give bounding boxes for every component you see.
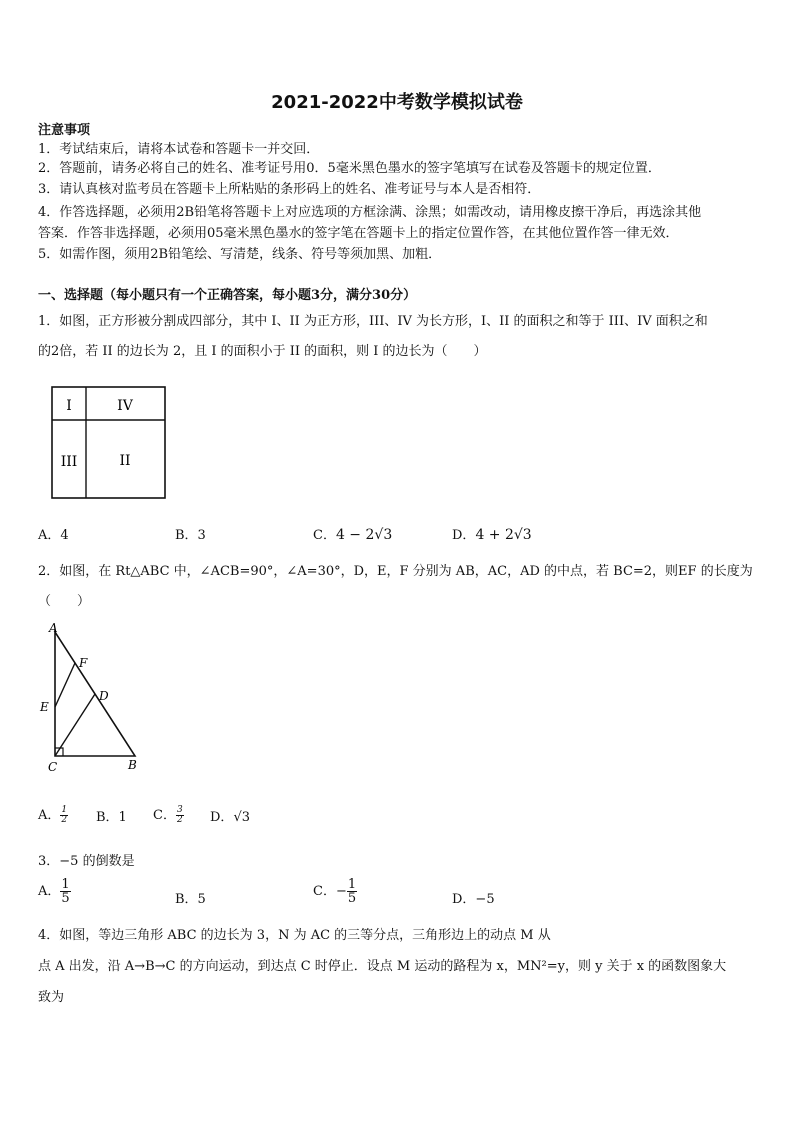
section-heading: 一、选择题（每小题只有一个正确答案，每小题3分，满分30分） <box>38 288 417 303</box>
label-c: C <box>48 760 58 774</box>
notice-item: 3．请认真核对监考员在答题卡上所粘贴的条形码上的姓名、准考证号与本人是否相符． <box>38 182 541 197</box>
notice-item: 4．作答选择题，必须用2B铅笔将答题卡上对应选项的方框涂满、涂黑；如需改动，请用橡皮擦干净后，再选涂其他 <box>38 205 702 220</box>
label-d: D <box>99 689 109 703</box>
q1-option-b: B．3 <box>175 528 206 543</box>
question-4-text: 4．如图，等边三角形 ABC 的边长为 3，N 为 AC 的三等分点，三角形边上的动点 M 从 <box>38 928 551 943</box>
numerator: 1 <box>347 877 357 892</box>
label-b: B <box>128 758 137 772</box>
option-label: D． <box>210 810 234 825</box>
q1-option-a: A．4 <box>38 528 69 543</box>
option-value: 4 − 2√3 <box>335 527 393 543</box>
question-4-text: 致为 <box>38 990 65 1005</box>
option-value: √3 <box>233 810 250 825</box>
notice-item: 2．答题前，请务必将自己的姓名、准考证号用0．5毫米黑色墨水的签字笔填写在试卷及答题卡的规定位置． <box>38 161 661 176</box>
label-e: E <box>40 700 49 714</box>
q2-option-a <box>38 804 68 825</box>
option-label: A． <box>38 884 61 899</box>
option-label: D． <box>452 528 476 543</box>
q1-option-c <box>313 524 392 543</box>
question-2-text: 2．如图，在 Rt△ABC 中，∠ACB=90°，∠A=30°，D，E，F 分别为 AB，AC，AD 的中点，若 BC=2，则EF 的长度为 <box>38 564 753 579</box>
q3-option-c <box>313 878 357 905</box>
numerator: 1 <box>61 877 70 892</box>
option-label: C． <box>313 528 336 543</box>
numerator: 3 <box>176 805 183 815</box>
notice-item: 1．考试结束后，请将本试卷和答题卡一并交回． <box>38 142 320 157</box>
q2-option-d <box>210 806 250 825</box>
notice-heading: 注意事项 <box>38 123 91 138</box>
question-4-text: 点 A 出发，沿 A→B→C 的方向运动，到达点 C 时停止．设点 M 运动的路程为 x，MN²=y，则 y 关于 x 的函数图象大 <box>38 959 727 974</box>
q3-option-b: B．5 <box>175 892 206 907</box>
cell-label-i: I <box>66 398 72 414</box>
numerator: 1 <box>61 805 68 815</box>
label-f: F <box>79 656 88 670</box>
q2-option-b: B．1 <box>96 810 127 825</box>
option-label: A． <box>38 808 61 823</box>
question-3-text: 3．−5 的倒数是 <box>38 854 135 869</box>
denominator: 2 <box>176 815 183 825</box>
denominator: 5 <box>61 891 70 906</box>
cell-label-iii: III <box>60 454 78 470</box>
cell-label-ii: II <box>119 453 131 469</box>
cell-label-iv: IV <box>117 398 133 414</box>
option-label: C．− <box>313 884 347 899</box>
q3-option-a <box>38 878 71 905</box>
option-value: 4 + 2√3 <box>475 527 532 543</box>
label-a: A <box>49 621 58 635</box>
segment-ef <box>55 663 75 707</box>
q1-square-figure <box>50 385 168 501</box>
denominator: 5 <box>347 891 357 906</box>
question-1-text: 1．如图，正方形被分割成四部分，其中 I、II 为正方形，III、IV 为长方形，I、II 的面积之和等于 III、IV 面积之和 <box>38 314 708 329</box>
option-label: C． <box>153 808 176 823</box>
segment-cd <box>55 694 95 756</box>
q1-option-d <box>452 524 532 543</box>
question-2-text: （ ） <box>38 594 91 609</box>
q2-triangle-figure <box>38 620 150 776</box>
notice-item: 答案．作答非选择题，必须用05毫米黑色墨水的签字笔在答题卡上的指定位置作答，在其他位置作答一律无效． <box>38 226 679 241</box>
denominator: 2 <box>61 815 68 825</box>
q2-option-c <box>153 804 184 825</box>
q3-option-d: D．−5 <box>452 892 495 907</box>
question-1-text: 的2倍，若 II 的边长为 2，且 I 的面积小于 II 的面积，则 I 的边长为（ ） <box>38 344 487 359</box>
notice-item: 5．如需作图，须用2B铅笔绘、写清楚，线条、符号等须加黑、加粗． <box>38 247 442 262</box>
page-title: 2021-2022中考数学模拟试卷 <box>271 92 523 113</box>
